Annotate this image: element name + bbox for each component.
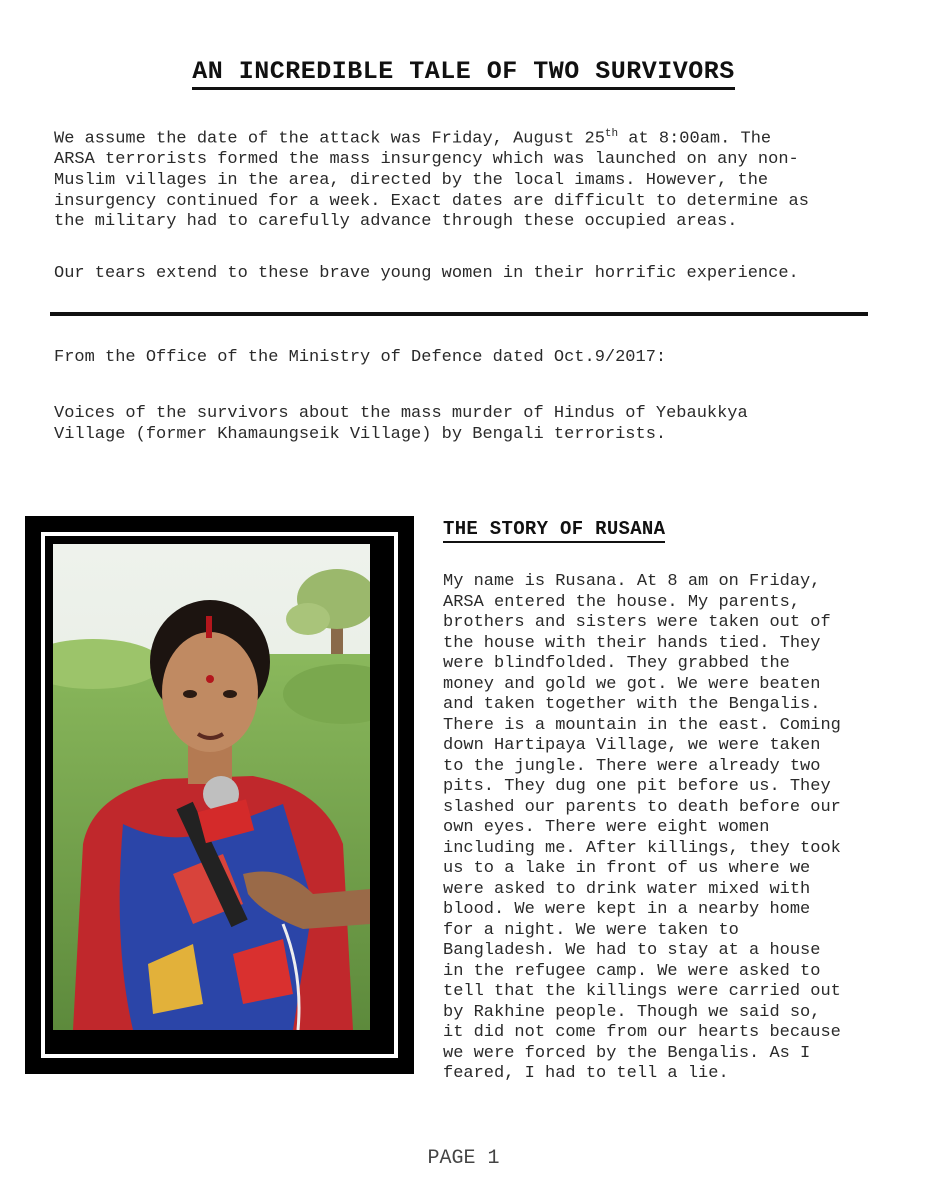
intro-rest: at 8:00am. The ARSA terrorists formed the mass insurgency which was launched on any non- Muslim villages in the area, directed by the local imams. However, the insurgency continued for a week. Exact dates are difficult to determine as the military had to carefully advance through these occupied areas. [54, 129, 809, 232]
tears-paragraph: Our tears extend to these brave young women in their horrific experience. [54, 264, 799, 283]
horizontal-divider [50, 312, 868, 316]
document-title [0, 57, 927, 86]
intro-lead: We assume the date of the attack was Friday, August 25 [54, 129, 605, 149]
photo-frame [25, 516, 414, 1074]
survivor-photo [53, 544, 386, 1046]
story-text: My name is Rusana. At 8 am on Friday, ARSA entered the house. My parents, brothers and sisters were taken out of the house with their hands tied. They were blindfolded. They grabbed the money and gold we got. We were beaten and taken together with the Bengalis. There is a mountain in the east. Coming down Hartipaya Village, we were taken to the jungle. There were already two pits. They dug one pit before us. They slashed our parents to death before our own eyes. There were eight women including me. After killings, they took us to a lake in front of us where we were asked to drink water mixed with blood. We were kept in a nearby home for a night. We were taken to Bangladesh. We had to stay at a house in the refugee camp. We were asked to tell that the killings were carried out by Rakhine people. Though we said so, it did not come from our hearts because we were forced by the Bengalis. As I feared, I had to tell a lie. [443, 572, 841, 1083]
story-heading: THE STORY OF RUSANA [443, 518, 665, 543]
date-superscript: th [604, 128, 619, 140]
title-text: AN INCREDIBLE TALE OF TWO SURVIVORS [192, 57, 735, 90]
intro-paragraph [54, 124, 874, 233]
ministry-line: From the Office of the Ministry of Defence dated Oct.9/2017: [54, 348, 667, 367]
page-number: PAGE 1 [427, 1147, 500, 1170]
photo-border [41, 532, 398, 1058]
voices-paragraph: Voices of the survivors about the mass murder of Hindus of Yebaukkya Village (former Khamaungseik Village) by Bengali terrorists. [54, 404, 748, 444]
survivor-photo-image [53, 544, 370, 1030]
